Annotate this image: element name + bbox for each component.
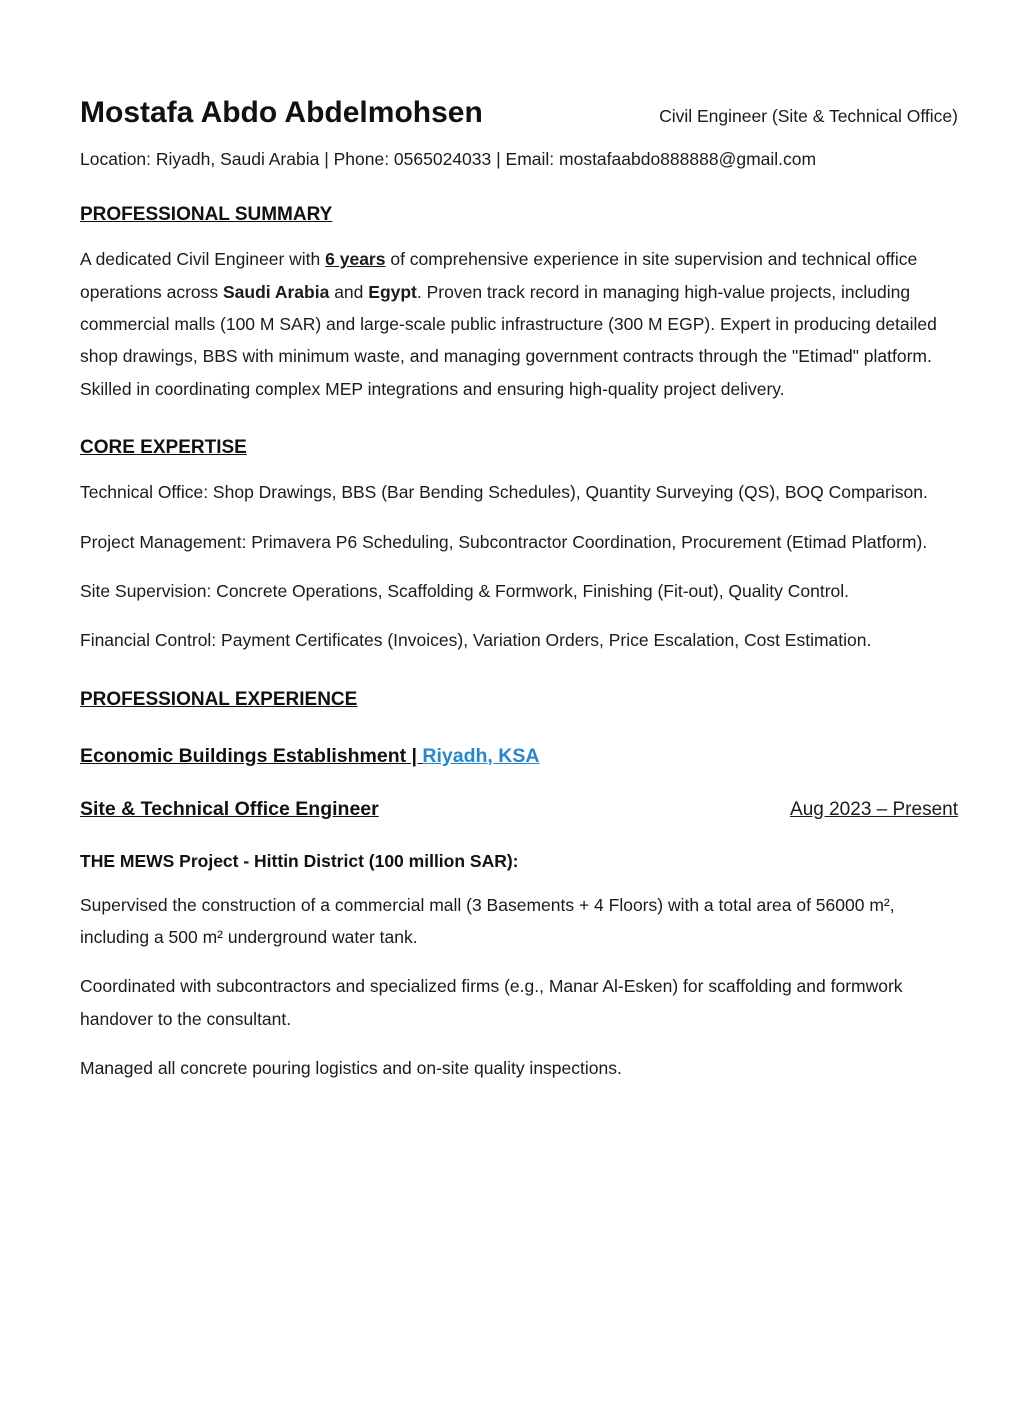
role-title: Site & Technical Office Engineer: [80, 797, 379, 820]
section-heading-core-expertise: CORE EXPERTISE: [80, 437, 247, 459]
summary-segment: and: [329, 281, 369, 302]
summary-segment: A dedicated Civil Engineer with: [80, 249, 326, 270]
summary-segment: . Proven track record in managing high-value projects, including commercial malls (100 M SAR) and large-scale public infrastructure (300 M EGP). Expert in producing detailed shop drawings, BBS with minimum waste, and managing government contracts through the "Etimad" platform. Skilled in coordinating complex MEP integrations and ensuring high-quality project delivery.: [80, 281, 937, 399]
company-name: Economic Buildings Establishment |: [80, 744, 423, 767]
experience-bullet: Managed all concrete pouring logistics and on-site quality inspections.: [80, 1058, 622, 1079]
expertise-item-technical-office: Technical Office: Shop Drawings, BBS (Bar Bending Schedules), Quantity Surveying (QS), BOQ Comparison.: [80, 482, 928, 503]
section-heading-professional-experience: PROFESSIONAL EXPERIENCE: [80, 688, 358, 710]
expertise-item-site-supervision: Site Supervision: Concrete Operations, Scaffolding & Formwork, Finishing (Fit-out), Quality Control.: [80, 580, 850, 601]
summary-segment-egypt: Egypt: [368, 281, 417, 302]
expertise-item-financial-control: Financial Control: Payment Certificates (Invoices), Variation Orders, Price Escalation, Cost Estimation.: [80, 630, 872, 651]
person-job-title: Civil Engineer (Site & Technical Office): [659, 106, 958, 126]
header: [80, 96, 958, 130]
role-dates: Aug 2023 – Present: [790, 798, 958, 820]
project-title: THE MEWS Project - Hittin District (100 million SAR):: [80, 850, 519, 871]
summary-segment: of comprehensive experience in site supervision and technical office operations across: [80, 249, 918, 302]
role-row: [80, 798, 958, 821]
company-location-link[interactable]: Riyadh, KSA: [422, 744, 540, 767]
summary-segment-years: 6 years: [325, 249, 386, 270]
experience-bullet: Supervised the construction of a commercial mall (3 Basements + 4 Floors) with a total area of 56000 m², including a 500 m² underground water tank.: [80, 894, 895, 947]
person-name: Mostafa Abdo Abdelmohsen: [80, 96, 483, 129]
summary-paragraph: [80, 243, 958, 405]
company-line: [80, 745, 958, 768]
summary-segment-saudi-arabia: Saudi Arabia: [223, 281, 330, 302]
contact-line: Location: Riyadh, Saudi Arabia | Phone: 0565024033 | Email: mostafaabdo888888@gmail.com: [80, 149, 817, 169]
experience-bullet: Coordinated with subcontractors and specialized firms (e.g., Manar Al-Esken) for scaffolding and formwork handover to the consultant.: [80, 976, 903, 1029]
section-heading-professional-summary: PROFESSIONAL SUMMARY: [80, 204, 333, 226]
expertise-item-project-management: Project Management: Primavera P6 Scheduling, Subcontractor Coordination, Procurement (Etimad Platform).: [80, 531, 928, 552]
